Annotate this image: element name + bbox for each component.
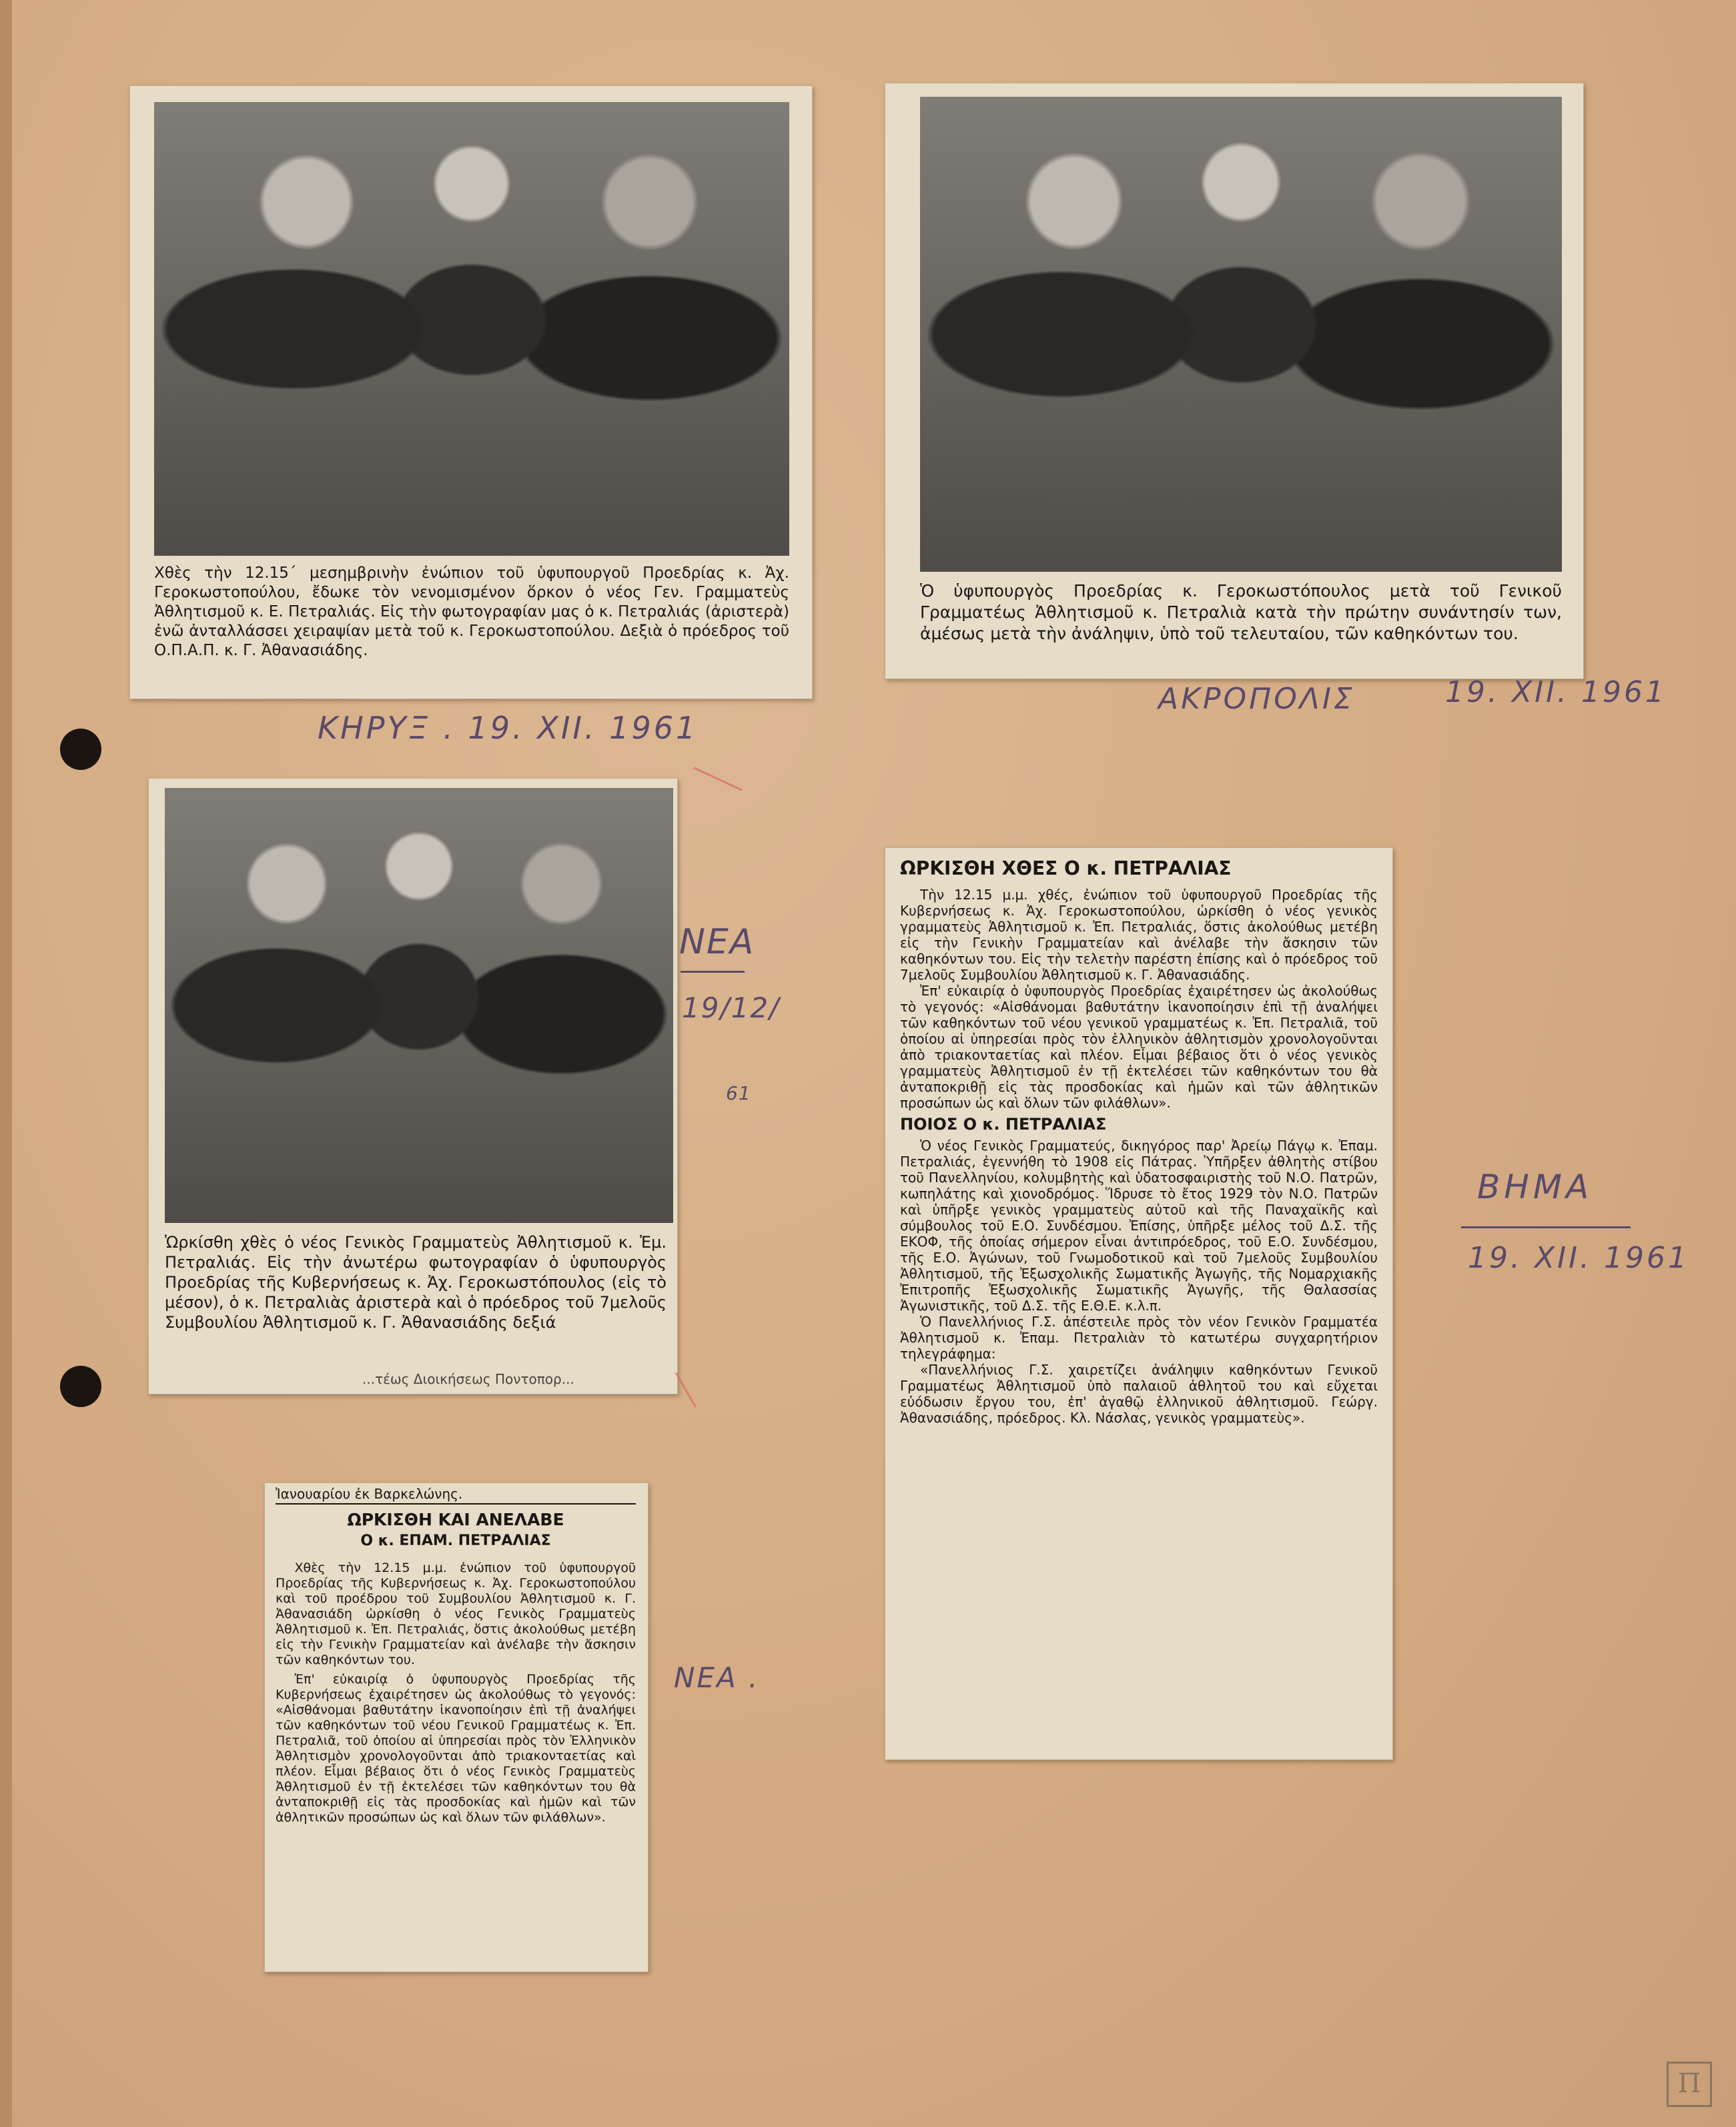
vima-subheading: ΠΟΙΟΣ Ο κ. ΠΕΤΡΑΛΙΑΣ (900, 1115, 1107, 1134)
clipping-akropolis-caption: Ὁ ὑφυπουργὸς Προεδρίας κ. Γεροκωστόπουλος μετὰ τοῦ Γενικοῦ Γραμματέως Ἀθλητισμοῦ κ. Πετραλιὰ κατὰ τὴν πρώτην συνάντησίν των, ἀμέσως μετὰ τὴν ἀνάληψιν, ὑπὸ τοῦ τελευταίου, τῶν καθηκόντων του. (920, 581, 1562, 643)
vima-paragraph-5: «Πανελλήνιος Γ.Σ. χαιρετίζει ἀνάληψιν καθηκόντων Γενικοῦ Γραμματέως Ἀθλητισμοῦ ὑπὸ παλαιοῦ ἀθλητοῦ του καὶ εὔχεται εὐόδωσιν ἔργου του, ἐπ' ἀγαθῷ ἑλληνικοῦ ἀθλητισμοῦ. Γεώργ. Ἀθανασιάδης, πρόεδρος. Κλ. Νάσλας, γενικὸς γραμματεὺς». (900, 1362, 1378, 1426)
clipping-nea-article (264, 1482, 648, 1972)
vima-headline: ΩΡΚΙΣΘΗ ΧΘΕΣ Ο κ. ΠΕΤΡΑΛΙΑΣ (900, 857, 1232, 879)
photo-two-men-meeting (920, 97, 1562, 572)
clipping-kiryx (129, 85, 813, 699)
photo-three-men-standing (165, 788, 673, 1223)
handwritten-source-vima: ΒΗΜΑ (1477, 1168, 1593, 1206)
vima-body (900, 887, 1378, 1426)
nea-article-rule (276, 1503, 636, 1505)
handwritten-source-akropolis: ΑΚΡΟΠΟΛΙΣ (1158, 682, 1355, 716)
page-left-edge (0, 0, 12, 2127)
handwritten-source-nea: ΝΕΑ (679, 922, 755, 962)
vima-paragraph-2: Ἐπ' εὐκαιρίᾳ ὁ ὑφυπουργὸς Προεδρίας ἐχαιρέτησεν ὡς ἀκολούθως τὸ γεγονός: «Αἰσθάνομαι βαθυτάτην ἱκανοποίησιν ἐπὶ τῇ ἀναλήψει τῶν καθηκόντων τοῦ νέου γενικοῦ γραμματέως κ. Ἐπ. Πετραλιᾶ, τοῦ ὁποίου αἱ ὑπηρεσίαι πρὸς τὸν ἑλληνικὸν ἀθλητισμὸν χρονολογοῦνται ἀπὸ τριακονταετίας καὶ πλέον. Εἶμαι βέβαιος ὅτι ὁ νέος γενικὸς γραμματεὺς Ἀθλητισμοῦ ἐν τῇ ἐκτελέσει τῶν καθηκόντων του θὰ ἀνταποκριθῇ εἰς τὰς προσδοκίας καὶ ἡμῶν καὶ τῶν ἀθλητικῶν προσώπων ὡς καὶ ὅλων τῶν φιλάθλων». (900, 983, 1378, 1111)
handwritten-underline (681, 971, 745, 973)
clipping-vima-article (885, 847, 1393, 1760)
red-pencil-mark (693, 767, 743, 791)
handwritten-year-nea: 61 (726, 1082, 751, 1104)
vima-paragraph-3: Ὁ νέος Γενικὸς Γραμματεύς, δικηγόρος παρ' Ἀρείῳ Πάγῳ κ. Ἐπαμ. Πετραλιάς, ἐγεννήθη τὸ 1908 εἰς Πάτρας. Ὑπῆρξεν ἀθλητὴς στίβου τοῦ Πανελληνίου, κολυμβητὴς καὶ ὑδατοσφαιριστὴς τοῦ Ν.Ο. Πατρῶν, κωπηλάτης καὶ χιονοδρόμος. Ἵδρυσε τὸ ἔτος 1929 τὸν Ν.Ο. Πατρῶν καὶ ὑπῆρξε γενικὸς γραμματεὺς αὐτοῦ καὶ τῆς Παναχαϊκῆς καὶ σύμβουλος τοῦ Ε.Ο. Συνδέσμου. Ἐπίσης, ὑπῆρξε μέλος τοῦ Δ.Σ. τῆς ΕΚΟΦ, τῆς ὁποίας σήμερον εἶναι ἀντιπρόεδρος, τοῦ Ε.Ο. Συνδέσμου, τῆς Ε.Ο. Ἀγώνων, τοῦ Γνωμοδοτικοῦ καὶ τοῦ 7μελοῦς Συμβουλίου Ἀθλητισμοῦ, τῆς Ἐξωσχολικῆς Σωματικῆς Ἀγωγῆς, τῆς Νομαρχιακῆς Ἐπιτροπῆς Ἐξωσχολικῆς Σωματικῆς Ἀγωγῆς, τῆς Θαλασσίας Ἀγωνιστικῆς, τοῦ Δ.Σ. τῆς Ε.Θ.Ε. κ.λ.π. (900, 1138, 1378, 1314)
binder-hole-lower (60, 1366, 101, 1407)
handwritten-underline-vima (1461, 1226, 1631, 1228)
nea-article-body (276, 1561, 636, 1825)
nea-article-headline-2: Ο κ. ΕΠΑΜ. ΠΕΤΡΑΛΙΑΣ (360, 1533, 551, 1549)
clipping-nea-photo-caption: Ὡρκίσθη χθὲς ὁ νέος Γενικὸς Γραμματεὺς Ἀθλητισμοῦ κ. Ἐμ. Πετραλιάς. Εἰς τὴν ἀνωτέρω φωτογραφίαν ὁ ὑφυπουργὸς Προεδρίας τῆς Κυβερνήσεως κ. Ἀχ. Γεροκωστόπουλος (εἰς τὸ μέσον), ὁ κ. Πετραλιὰς ἀριστερὰ καὶ ὁ πρόεδρος τοῦ 7μελοῦς Συμβουλίου Ἀθλητισμοῦ κ. Γ. Ἀθανασιάδης δεξιά (165, 1233, 667, 1332)
handwritten-date-nea: 19/12/ (682, 991, 781, 1024)
handwritten-date-vima: 19. XII. 1961 (1468, 1241, 1690, 1275)
clipping-nea-photo-cut-line: ...τέως Διοικήσεως Ποντοπορ... (362, 1371, 574, 1387)
archive-logo: Π (1667, 2062, 1712, 2107)
red-pencil-mark-lower (675, 1372, 697, 1408)
clipping-nea-photo (148, 778, 678, 1394)
handwritten-source-nea-2: ΝΕΑ . (674, 1661, 760, 1694)
vima-paragraph-1: Τὴν 12.15 μ.μ. χθές, ἐνώπιον τοῦ ὑφυπουργοῦ Προεδρίας τῆς Κυβερνήσεως κ. Ἀχ. Γεροκωστοπούλου, ὡρκίσθη ὁ νέος γενικὸς γραμματεὺς Ἀθλητισμοῦ κ. Ἐπ. Πετραλιάς, ὅστις ἀκολούθως μετέβη εἰς τὴν Γενικὴν Γραμματείαν καὶ ἀνέλαβε τὴν ἄσκησιν τῶν καθηκόντων του. Εἰς τὴν τελετὴν παρέστη ἐπίσης καὶ ὁ πρόεδρος τοῦ 7μελοῦς Συμβουλίου Ἀθλητισμοῦ κ. Γ. Ἀθανασιάδης. (900, 887, 1378, 983)
vima-paragraph-4: Ὁ Πανελλήνιος Γ.Σ. ἀπέστειλε πρὸς τὸν νέον Γενικὸν Γραμματέα Ἀθλητισμοῦ κ. Ἐπαμ. Πετραλιὰν τὸ κατωτέρω συγχαρητήριον τηλεγράφημα: (900, 1314, 1378, 1362)
clipping-kiryx-caption: Χθὲς τὴν 12.15΄ μεσημβρινὴν ἐνώπιον τοῦ ὑφυπουργοῦ Προεδρίας κ. Ἀχ. Γεροκωστοπούλου, ἔδωκε τὸν νενομισμένον ὅρκον ὁ νέος Γεν. Γραμματεὺς Ἀθλητισμοῦ κ. Ε. Πετραλιάς. Εἰς τὴν φωτογραφίαν μας ὁ κ. Πετραλιάς (ἀριστερὰ) ἐνῶ ἀνταλλάσσει χειραψίαν μετὰ τοῦ κ. Γεροκωστοπούλου. Δεξιὰ ὁ πρόεδρος τοῦ Ο.Π.Α.Π. κ. Γ. Ἀθανασιάδης. (154, 564, 789, 659)
nea-article-top-line: Ἰανουαρίου ἐκ Βαρκελώνης. (276, 1486, 463, 1502)
nea-article-headline-1: ΩΡΚΙΣΘΗ ΚΑΙ ΑΝΕΛΑΒΕ (347, 1510, 564, 1529)
clipping-akropolis (885, 83, 1584, 679)
binder-hole-upper (60, 729, 101, 770)
handwritten-date-akropolis: 19. XII. 1961 (1445, 675, 1667, 709)
nea-article-paragraph-1: Χθὲς τὴν 12.15 μ.μ. ἐνώπιον τοῦ ὑφυπουργοῦ Προεδρίας τῆς Κυβερνήσεως κ. Ἀχ. Γεροκωστοπούλου καὶ τοῦ προέδρου τοῦ Συμβουλίου Ἀθλητισμοῦ κ. Γ. Ἀθανασιάδη ὡρκίσθη ὁ νέος Γενικὸς Γραμματεὺς Ἀθλητισμοῦ κ. Ἐπ. Πετραλιάς, ὅστις ἀκολούθως μετέβη εἰς τὴν Γενικὴν Γραμματείαν καὶ ἀνέλαβε τὴν ἄσκησιν τῶν καθηκόντων του. (276, 1561, 636, 1667)
nea-article-paragraph-2: Ἐπ' εὐκαιρίᾳ ὁ ὑφυπουργὸς Προεδρίας τῆς Κυβερνήσεως ἐχαιρέτησεν ὡς ἀκολούθως τὸ γεγονός: «Αἰσθάνομαι βαθυτάτην ἱκανοποίησιν ἐπὶ τῇ ἀναλήψει τῶν καθηκόντων τοῦ νέου Γενικοῦ Γραμματέως κ. Ἐπ. Πετραλιᾶ, τοῦ ὁποίου αἱ ὑπηρεσίαι πρὸς τὸν Ἑλληνικὸν Ἀθλητισμὸν χρονολογοῦνται ἀπὸ τριακονταετίας καὶ πλέον. Εἶμαι βέβαιος ὅτι ὁ νέος Γενικὸς Γραμματεὺς Ἀθλητισμοῦ ἐν τῇ ἐκτελέσει τῶν καθηκόντων του θὰ ἀνταποκριθῇ εἰς τὰς προσδοκίας καὶ ἡμῶν καὶ τῶν ἀθλητικῶν προσώπων ὡς καὶ ὅλων τῶν φιλάθλων». (276, 1672, 636, 1825)
handwritten-source-kiryx: ΚΗΡΥΞ . 19. XII. 1961 (318, 710, 699, 746)
photo-handshake-three-men (154, 102, 789, 556)
